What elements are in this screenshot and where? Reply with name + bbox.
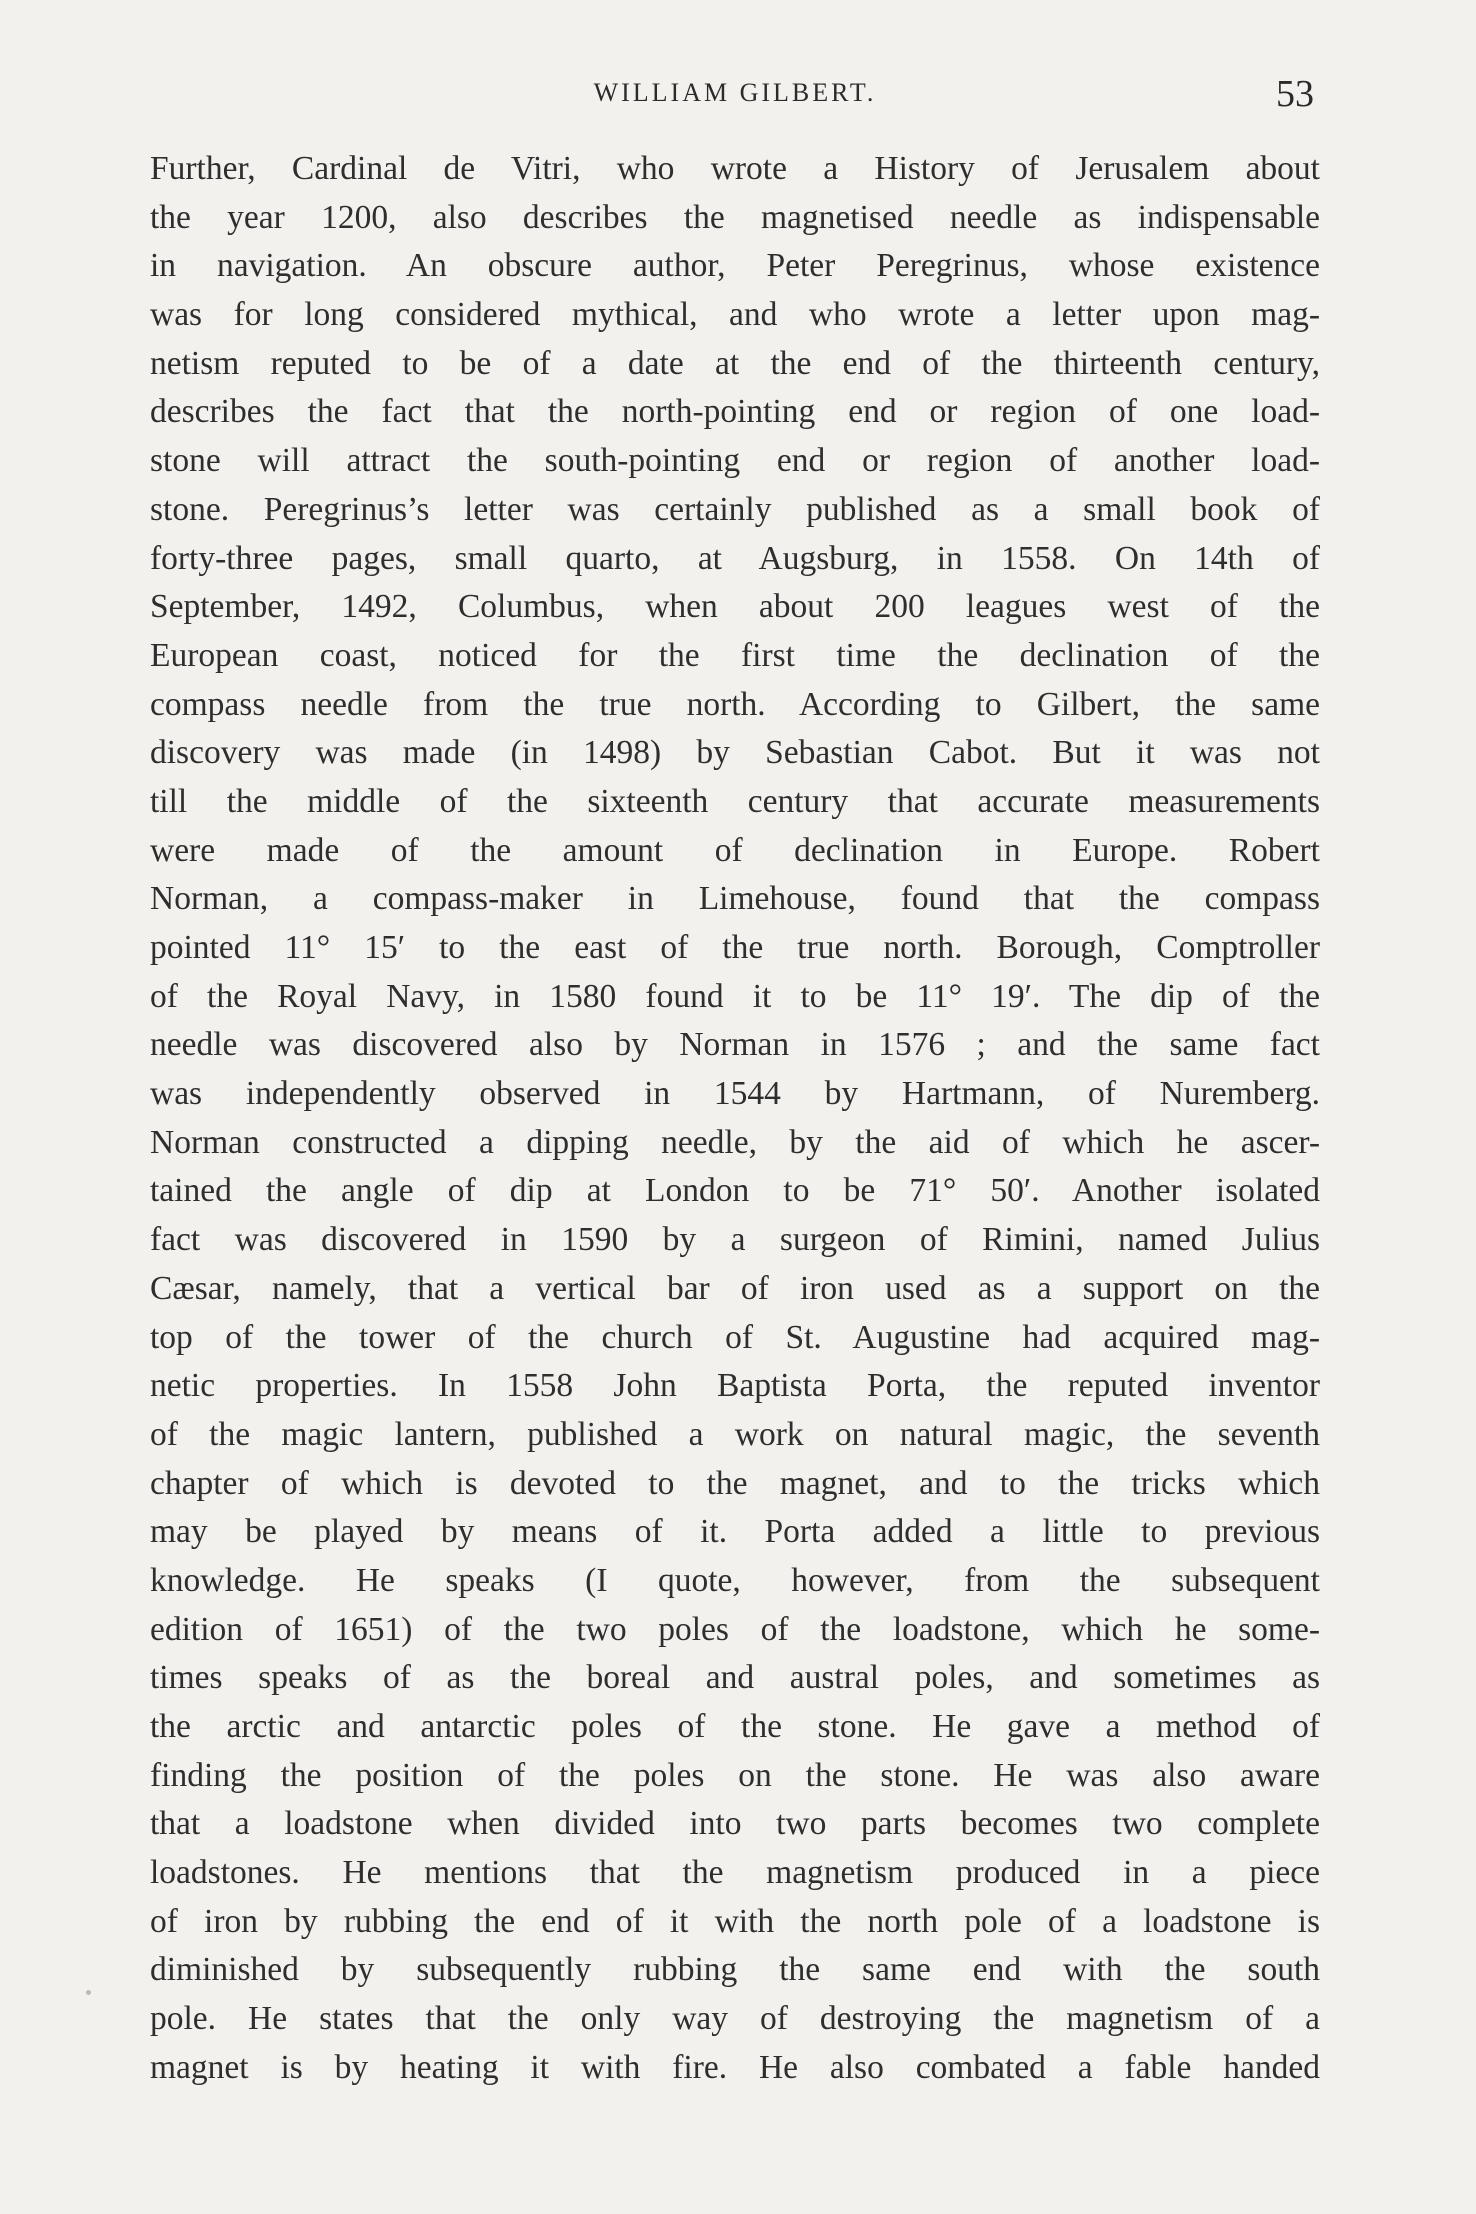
text-line: that a loadstone when divided into two parts becomes two complete [150,1805,1320,1843]
text-line: Further, Cardinal de Vitri, who wrote a History of Jerusalem about [150,150,1320,187]
text-line: may be played by means of it. Porta added a little to previous [150,1513,1320,1551]
text-line: magnet is by heating it with fire. He also combated a fable handed [150,2048,1320,2086]
text-line: diminished by subsequently rubbing the same end with the south [150,1951,1320,1989]
text-line: stone will attract the south-pointing end or region of another load- [150,442,1320,480]
text-line: top of the tower of the church of St. Augustine had acquired mag- [150,1318,1320,1356]
text-line: Norman constructed a dipping needle, by the aid of which he ascer- [150,1123,1320,1161]
text-line: Cæsar, namely, that a vertical bar of iron used as a support on the [150,1269,1320,1307]
body-text [150,145,1320,2093]
text-line: pointed 11° 15′ to the east of the true north. Borough, Comptroller [150,929,1320,966]
text-line: describes the fact that the north-pointing end or region of one load- [150,393,1320,431]
paper-speck [86,1990,91,1995]
text-line: was independently observed in 1544 by Hartmann, of Nuremberg. [150,1075,1320,1113]
text-line: September, 1492, Columbus, when about 200 leagues west of the [150,588,1320,626]
text-line: knowledge. He speaks (I quote, however, from the subsequent [150,1561,1320,1599]
text-line: chapter of which is devoted to the magnet, and to the tricks which [150,1464,1320,1502]
text-line: of the Royal Navy, in 1580 found it to be 11° 19′. The dip of the [150,977,1320,1015]
text-line: the year 1200, also describes the magnetised needle as indispensable [150,198,1320,236]
running-head [150,72,1320,122]
text-line: netism reputed to be of a date at the end of the thirteenth century, [150,344,1320,382]
text-line: loadstones. He mentions that the magnetism produced in a piece [150,1854,1320,1892]
text-line: European coast, noticed for the first time the declination of the [150,636,1320,674]
text-line: till the middle of the sixteenth century that accurate measurements [150,782,1320,820]
text-line: was for long considered mythical, and who wrote a letter upon mag- [150,296,1320,334]
text-line: of iron by rubbing the end of it with the north pole of a loadstone is [150,1902,1320,1940]
text-line: of the magic lantern, published a work on natural magic, the seventh [150,1415,1320,1453]
text-line: needle was discovered also by Norman in 1576 ; and the same fact [150,1026,1320,1064]
text-line: forty-three pages, small quarto, at Augsburg, in 1558. On 14th of [150,539,1320,577]
text-line: finding the position of the poles on the stone. He was also aware [150,1756,1320,1794]
text-line: edition of 1651) of the two poles of the loadstone, which he some- [150,1610,1320,1648]
text-line: were made of the amount of declination in Europe. Robert [150,831,1320,869]
text-line: discovery was made (in 1498) by Sebastian Cabot. But it was not [150,734,1320,772]
text-line: tained the angle of dip at London to be 71° 50′. Another isolated [150,1172,1320,1210]
page-number: 53 [1276,73,1314,115]
text-line: times speaks of as the boreal and austral poles, and sometimes as [150,1659,1320,1697]
text-line: stone. Peregrinus’s letter was certainly published as a small book of [150,490,1320,528]
running-title: WILLIAM GILBERT. [593,78,877,107]
text-line: pole. He states that the only way of destroying the magnetism of a [150,2000,1320,2038]
text-line: compass needle from the true north. According to Gilbert, the same [150,685,1320,723]
text-line: Norman, a compass-maker in Limehouse, found that the compass [150,880,1320,918]
text-line: netic properties. In 1558 John Baptista Porta, the reputed inventor [150,1367,1320,1405]
text-line: in navigation. An obscure author, Peter Peregrinus, whose existence [150,247,1320,285]
text-line: the arctic and antarctic poles of the stone. He gave a method of [150,1708,1320,1745]
text-line: fact was discovered in 1590 by a surgeon of Rimini, named Julius [150,1221,1320,1259]
